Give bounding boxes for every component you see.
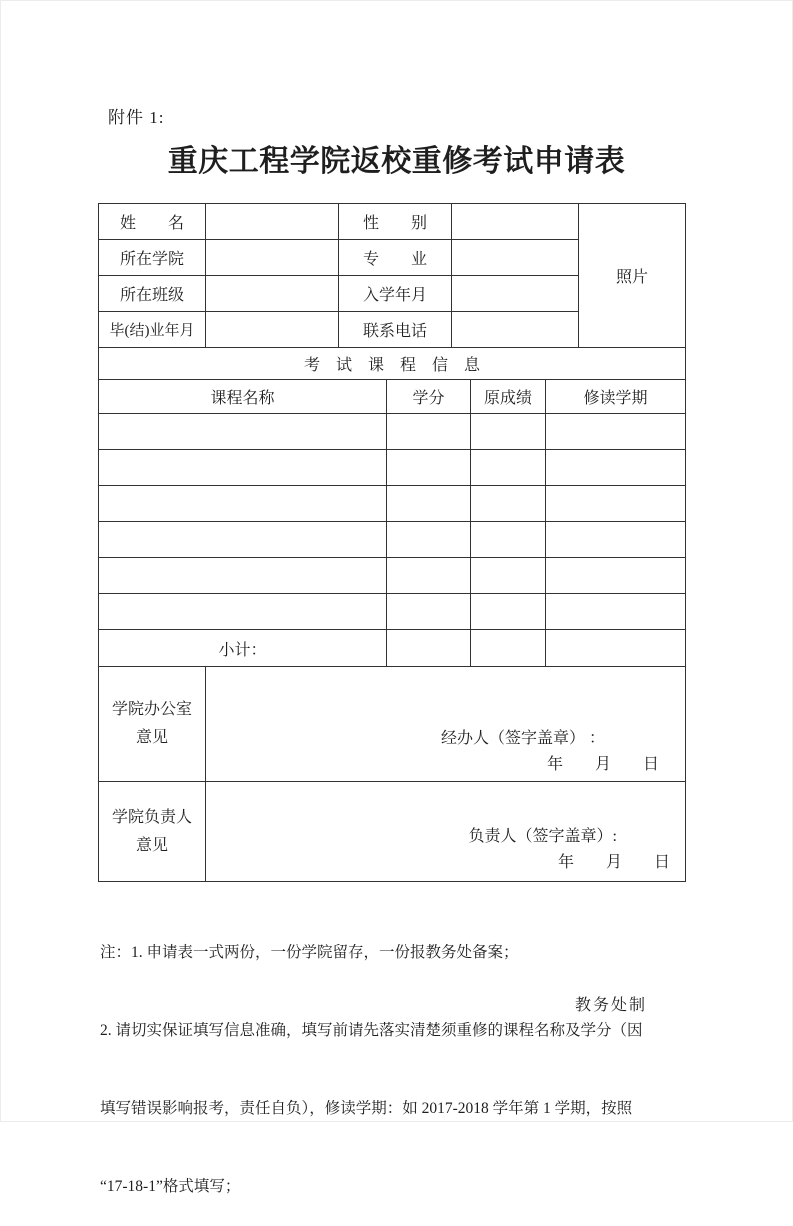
director-opinion-area[interactable]: [206, 782, 686, 882]
phone-value-cell[interactable]: [452, 312, 579, 348]
application-form: [98, 203, 685, 882]
page-title: 重庆工程学院返校重修考试申请表: [167, 145, 626, 178]
student-info-table: [98, 203, 686, 348]
semester-cell[interactable]: [546, 558, 686, 594]
semester-cell[interactable]: [546, 522, 686, 558]
table-row: [99, 204, 686, 240]
name-label: 姓 名: [99, 204, 206, 240]
subtotal-row: [99, 630, 686, 667]
director-opinion-label-line1: 学院负责人: [111, 808, 192, 826]
office-date-label: 年 月 日: [546, 756, 659, 773]
college-label: 所在学院: [99, 240, 206, 276]
course-name-cell[interactable]: [99, 594, 387, 630]
subtotal-score-cell[interactable]: [471, 630, 546, 667]
form-notes: [100, 888, 720, 1226]
note-line: 注：1. 申请表一式两份，一份学院留存，一份报教务处备案；: [100, 944, 519, 961]
subtotal-label: 小计：: [99, 630, 387, 667]
original-score-cell[interactable]: [471, 594, 546, 630]
director-date-label: 年 月 日: [557, 854, 670, 871]
attachment-label: 附件 1:: [108, 108, 165, 127]
office-opinion-area[interactable]: [206, 667, 686, 782]
course-section-title: 考 试 课 程 信 息: [99, 348, 686, 380]
director-opinion-row: [99, 782, 686, 882]
credit-cell[interactable]: [387, 594, 471, 630]
course-row: [99, 450, 686, 486]
course-row: [99, 594, 686, 630]
col-credit: 学分: [387, 380, 471, 414]
photo-placeholder: 照片: [579, 204, 686, 348]
original-score-cell[interactable]: [471, 486, 546, 522]
semester-cell[interactable]: [546, 414, 686, 450]
credit-cell[interactable]: [387, 450, 471, 486]
course-row: [99, 414, 686, 450]
graduation-date-label: 毕(结)业年月: [99, 312, 206, 348]
course-name-cell[interactable]: [99, 486, 387, 522]
credit-cell[interactable]: [387, 558, 471, 594]
director-opinion-label-line2: 意见: [135, 836, 168, 854]
credit-cell[interactable]: [387, 414, 471, 450]
subtotal-semester-cell[interactable]: [546, 630, 686, 667]
phone-label: 联系电话: [339, 312, 452, 348]
original-score-cell[interactable]: [471, 414, 546, 450]
issuer-credit: 教务处制: [574, 997, 647, 1014]
office-opinion-label-line1: 学院办公室: [111, 701, 192, 718]
name-value-cell[interactable]: [206, 204, 339, 240]
course-row: [99, 486, 686, 522]
col-course-name: 课程名称: [99, 380, 387, 414]
semester-cell[interactable]: [546, 450, 686, 486]
gender-label: 性 别: [339, 204, 452, 240]
course-name-cell[interactable]: [99, 558, 387, 594]
course-name-cell[interactable]: [99, 450, 387, 486]
office-opinion-row: [99, 667, 686, 782]
major-label: 专 业: [339, 240, 452, 276]
note-line: 2. 请切实保证填写信息准确，填写前请先落实清楚须重修的课程名称及学分（因: [100, 1022, 643, 1039]
credit-cell[interactable]: [387, 522, 471, 558]
enroll-date-label: 入学年月: [339, 276, 452, 312]
course-row: [99, 558, 686, 594]
graduation-date-value-cell[interactable]: [206, 312, 339, 348]
office-opinion-label: [99, 667, 206, 782]
course-name-cell[interactable]: [99, 522, 387, 558]
course-name-cell[interactable]: [99, 414, 387, 450]
credit-cell[interactable]: [387, 486, 471, 522]
col-semester: 修读学期: [546, 380, 686, 414]
note-line: “17-18-1”格式填写；: [100, 1178, 241, 1195]
original-score-cell[interactable]: [471, 558, 546, 594]
note-line: 填写错误影响报考，责任自负），修读学期：如 2017-2018 学年第 1 学期，按照: [100, 1100, 633, 1117]
course-row: [99, 522, 686, 558]
class-label: 所在班级: [99, 276, 206, 312]
office-signer-label: 经办人（签字盖章） ：: [440, 730, 605, 747]
enroll-date-value-cell[interactable]: [452, 276, 579, 312]
col-original-score: 原成绩: [471, 380, 546, 414]
college-value-cell[interactable]: [206, 240, 339, 276]
office-opinion-label-line2: 意见: [135, 729, 168, 746]
course-header-row: [99, 380, 686, 414]
semester-cell[interactable]: [546, 594, 686, 630]
major-value-cell[interactable]: [452, 240, 579, 276]
semester-cell[interactable]: [546, 486, 686, 522]
original-score-cell[interactable]: [471, 450, 546, 486]
gender-value-cell[interactable]: [452, 204, 579, 240]
approval-table: [98, 666, 686, 882]
director-signer-label: 负责人（签字盖章）:: [468, 828, 617, 845]
course-section-banner: [98, 347, 686, 380]
course-table: [98, 379, 686, 667]
class-value-cell[interactable]: [206, 276, 339, 312]
original-score-cell[interactable]: [471, 522, 546, 558]
subtotal-credit-cell[interactable]: [387, 630, 471, 667]
director-opinion-label: [99, 782, 206, 882]
